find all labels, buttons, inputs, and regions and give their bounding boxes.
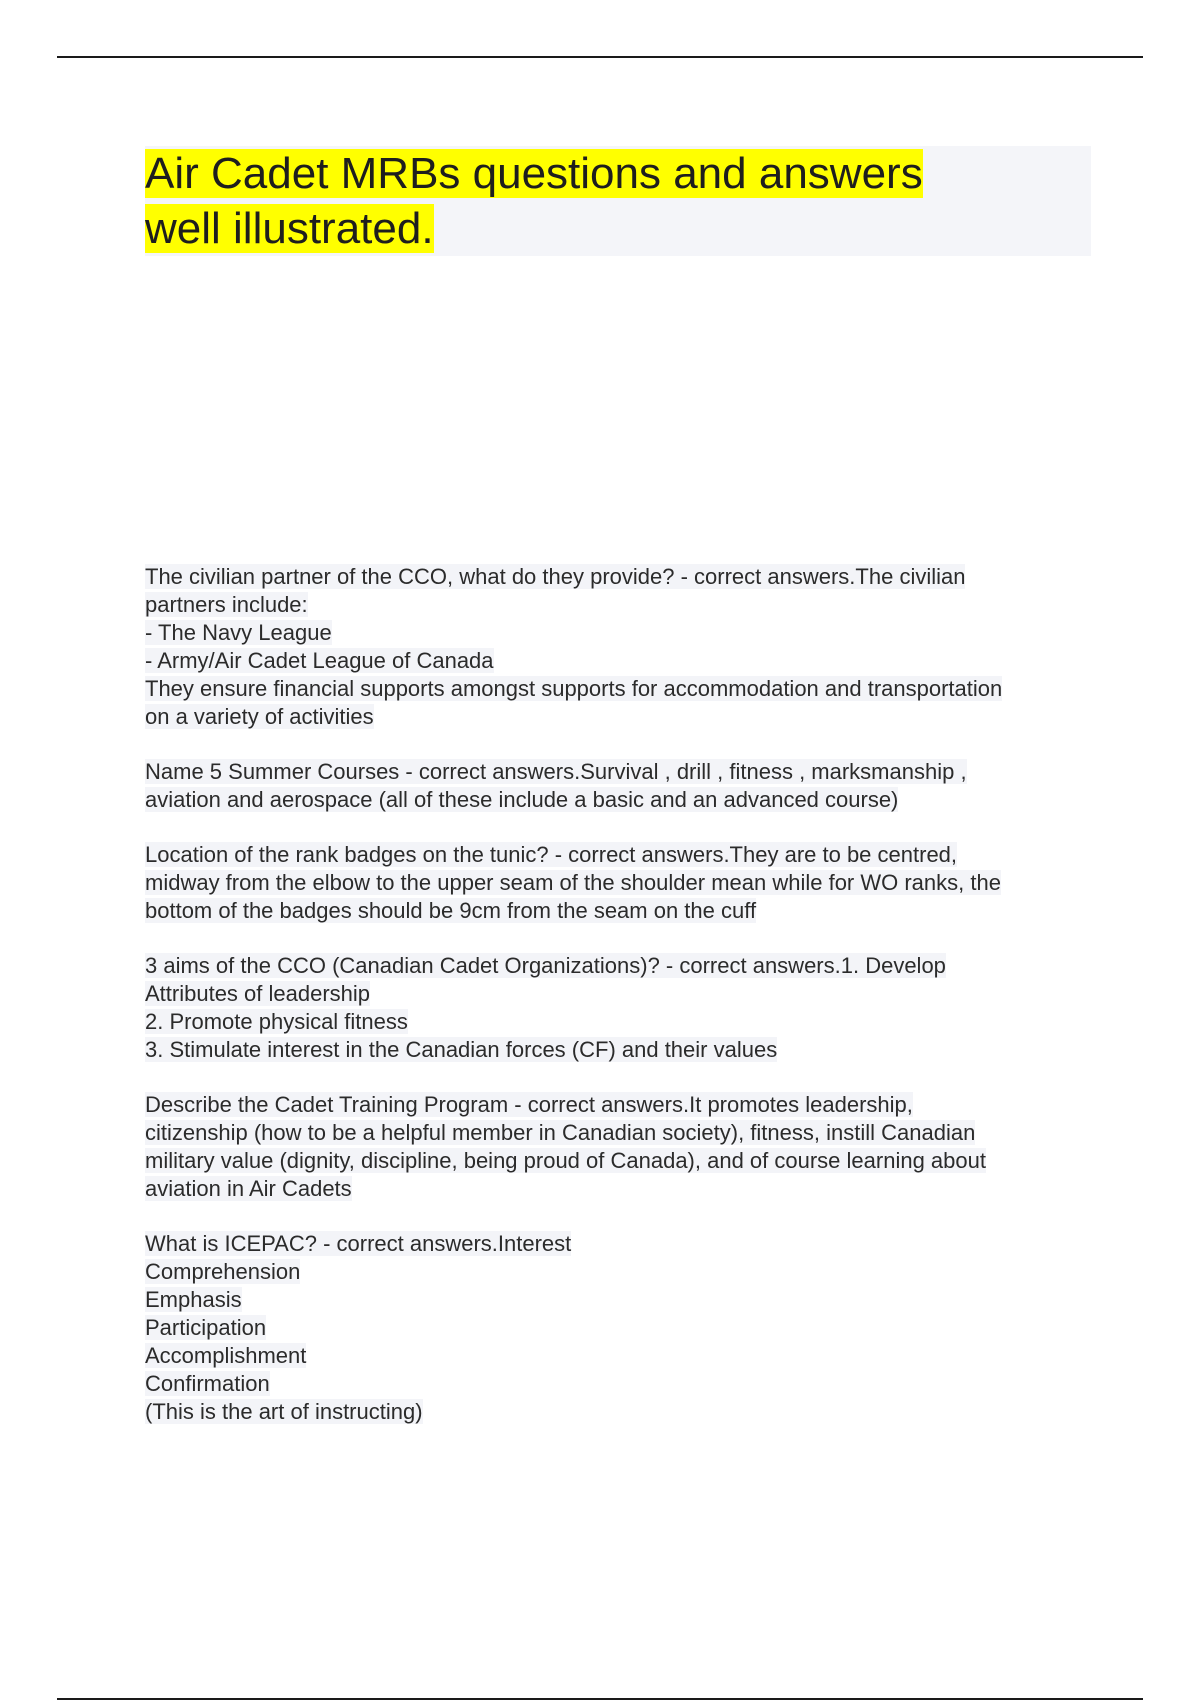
qa-content: [145, 563, 1095, 1453]
qa-line: Comprehension: [145, 1259, 301, 1284]
qa-line: The civilian partner of the CCO, what do they provide? - correct answers.The civilian: [145, 564, 966, 589]
qa-line: They ensure financial supports amongst supports for accommodation and transportation: [145, 676, 1003, 701]
qa-line: Confirmation: [145, 1371, 270, 1396]
qa-line: 3. Stimulate interest in the Canadian forces (CF) and their values: [145, 1037, 778, 1062]
qa-line: aviation in Air Cadets: [145, 1176, 352, 1201]
qa-block: [145, 1091, 1095, 1203]
qa-line: on a variety of activities: [145, 704, 374, 729]
qa-line: 2. Promote physical fitness: [145, 1009, 408, 1034]
qa-line: What is ICEPAC? - correct answers.Interest: [145, 1231, 572, 1256]
qa-block: [145, 841, 1095, 925]
title-line-1: Air Cadet MRBs questions and answers: [145, 149, 923, 198]
top-rule: [57, 56, 1143, 58]
title-block: [145, 146, 1091, 256]
qa-line: Describe the Cadet Training Program - correct answers.It promotes leadership,: [145, 1092, 913, 1117]
document-title: [145, 146, 1091, 256]
qa-line: midway from the elbow to the upper seam of the shoulder mean while for WO ranks, the: [145, 870, 1001, 895]
qa-line: citizenship (how to be a helpful member in Canadian society), fitness, instill Canadian: [145, 1120, 976, 1145]
qa-line: Emphasis: [145, 1287, 242, 1312]
qa-line: bottom of the badges should be 9cm from the seam on the cuff: [145, 898, 757, 923]
qa-line: Accomplishment: [145, 1343, 307, 1368]
title-line-2: well illustrated.: [145, 204, 434, 253]
qa-line: - Army/Air Cadet League of Canada: [145, 648, 494, 673]
qa-block: [145, 952, 1095, 1064]
qa-line: Attributes of leadership: [145, 981, 371, 1006]
qa-line: Location of the rank badges on the tunic? - correct answers.They are to be centred,: [145, 842, 958, 867]
qa-block: [145, 758, 1095, 814]
qa-line: Participation: [145, 1315, 267, 1340]
qa-line: aviation and aerospace (all of these include a basic and an advanced course): [145, 787, 899, 812]
qa-block: [145, 563, 1095, 731]
qa-line: partners include:: [145, 592, 308, 617]
qa-line: 3 aims of the CCO (Canadian Cadet Organizations)? - correct answers.1. Develop: [145, 953, 946, 978]
qa-line: (This is the art of instructing): [145, 1399, 423, 1424]
qa-block: [145, 1230, 1095, 1426]
qa-line: Name 5 Summer Courses - correct answers.Survival , drill , fitness , marksmanship ,: [145, 759, 967, 784]
qa-line: military value (dignity, discipline, being proud of Canada), and of course learning about: [145, 1148, 986, 1173]
qa-line: - The Navy League: [145, 620, 332, 645]
